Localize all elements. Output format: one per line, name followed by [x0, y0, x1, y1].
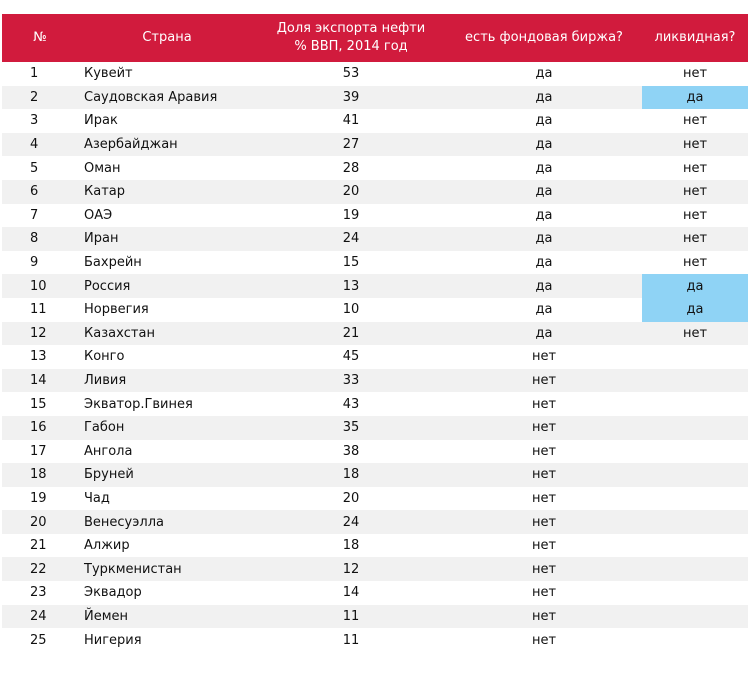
header-stock-exchange: есть фондовая биржа?	[446, 14, 642, 62]
oil-export-share: 33	[256, 369, 446, 393]
liquid-flag: нет	[642, 227, 748, 251]
country-name: Йемен	[78, 605, 256, 629]
table-row	[2, 204, 748, 228]
stock-exchange-flag: да	[446, 86, 642, 110]
row-number: 13	[30, 349, 47, 365]
country-name: Нигерия	[84, 632, 142, 648]
row-number: 10	[2, 274, 78, 298]
row-number: 1	[30, 66, 39, 82]
oil-export-share: 35	[256, 416, 446, 440]
liquid-flag: нет	[682, 255, 708, 271]
table-row	[2, 86, 748, 110]
liquid-flag: да	[642, 298, 748, 322]
oil-export-share: 20	[342, 490, 360, 506]
oil-export-share: 19	[342, 207, 360, 223]
table-row	[2, 156, 748, 180]
table-row	[2, 440, 748, 464]
liquid-flag: нет	[642, 322, 748, 346]
table-row	[2, 109, 748, 133]
table-row	[2, 322, 748, 346]
oil-export-share: 39	[256, 86, 446, 110]
country-name: Эквадор	[84, 585, 142, 601]
country-name: Экватор.Гвинея	[84, 396, 193, 412]
country-name: Азербайджан	[78, 133, 256, 157]
liquid-flag	[642, 463, 748, 487]
oil-export-share: 14	[342, 585, 360, 601]
row-number: 21	[30, 538, 47, 554]
oil-export-share: 43	[342, 396, 360, 412]
row-number: 4	[2, 133, 78, 157]
liquid-flag	[642, 345, 748, 369]
table-row	[2, 274, 748, 298]
row-number: 18	[2, 463, 78, 487]
table-row	[2, 298, 748, 322]
row-number: 2	[2, 86, 78, 110]
liquid-flag	[642, 369, 748, 393]
stock-exchange-flag: нет	[531, 538, 557, 554]
oil-export-share: 28	[342, 160, 360, 176]
row-number: 3	[30, 113, 39, 129]
table-row	[2, 227, 748, 251]
stock-exchange-flag: да	[446, 180, 642, 204]
liquid-flag: нет	[682, 113, 708, 129]
row-number: 14	[2, 369, 78, 393]
country-name: Ангола	[84, 443, 133, 459]
row-number: 17	[30, 443, 47, 459]
stock-exchange-flag: нет	[531, 396, 557, 412]
stock-exchange-flag: нет	[446, 416, 642, 440]
stock-exchange-flag: нет	[531, 490, 557, 506]
stock-exchange-flag: нет	[446, 557, 642, 581]
table-row	[2, 416, 748, 440]
stock-exchange-flag: да	[535, 207, 553, 223]
row-number: 24	[2, 605, 78, 629]
liquid-flag	[642, 557, 748, 581]
country-name: Казахстан	[78, 322, 256, 346]
oil-export-share: 10	[342, 302, 360, 318]
stock-exchange-flag: нет	[531, 585, 557, 601]
country-name: Оман	[84, 160, 121, 176]
stock-exchange-flag: нет	[531, 349, 557, 365]
country-name: Бахрейн	[84, 255, 142, 271]
oil-export-share: 41	[342, 113, 360, 129]
oil-export-share: 13	[256, 274, 446, 298]
row-number: 23	[30, 585, 47, 601]
table-row	[2, 557, 748, 581]
stock-exchange-flag: нет	[446, 463, 642, 487]
country-name: Саудовская Аравия	[78, 86, 256, 110]
oil-export-share: 15	[342, 255, 360, 271]
country-name: Иран	[78, 227, 256, 251]
oil-export-share: 24	[256, 510, 446, 534]
liquid-flag	[642, 487, 748, 511]
oil-export-share: 21	[256, 322, 446, 346]
header-row	[2, 14, 748, 62]
table-row	[2, 133, 748, 157]
liquid-flag: нет	[682, 66, 708, 82]
table-row	[2, 180, 748, 204]
stock-exchange-flag: да	[535, 113, 553, 129]
oil-export-share: 18	[342, 538, 360, 554]
liquid-flag	[642, 510, 748, 534]
oil-export-share: 20	[256, 180, 446, 204]
oil-export-share: 38	[342, 443, 360, 459]
row-number: 7	[30, 207, 39, 223]
country-name: ОАЭ	[84, 207, 113, 223]
country-name: Венесуэлла	[78, 510, 256, 534]
country-name: Конго	[84, 349, 125, 365]
table-header	[2, 14, 748, 62]
country-name: Бруней	[78, 463, 256, 487]
liquid-flag	[642, 581, 748, 605]
stock-exchange-flag: да	[535, 302, 553, 318]
table-row	[2, 392, 748, 416]
row-number: 11	[30, 302, 47, 318]
table-row	[2, 487, 748, 511]
country-name: Норвегия	[84, 302, 149, 318]
stock-exchange-flag: да	[446, 274, 642, 298]
row-number: 5	[30, 160, 39, 176]
row-number: 16	[2, 416, 78, 440]
stock-exchange-flag: нет	[446, 369, 642, 393]
stock-exchange-flag: нет	[531, 632, 557, 648]
oil-export-table	[2, 14, 748, 652]
stock-exchange-flag: нет	[446, 605, 642, 629]
header-country: Страна	[78, 14, 256, 62]
stock-exchange-flag: да	[535, 255, 553, 271]
table-row	[2, 628, 748, 652]
oil-export-share: 18	[256, 463, 446, 487]
table-row	[2, 251, 748, 275]
oil-export-share: 45	[342, 349, 360, 365]
country-name: Россия	[78, 274, 256, 298]
row-number: 12	[2, 322, 78, 346]
table-row	[2, 510, 748, 534]
liquid-flag: нет	[682, 160, 708, 176]
liquid-flag	[642, 392, 748, 416]
stock-exchange-flag: нет	[446, 510, 642, 534]
header-share-line1: Доля экспорта нефти	[276, 21, 426, 36]
table-row	[2, 605, 748, 629]
oil-export-share: 11	[342, 632, 360, 648]
liquid-flag	[642, 440, 748, 464]
country-name: Ирак	[84, 113, 118, 129]
stock-exchange-flag: нет	[531, 443, 557, 459]
table-row	[2, 463, 748, 487]
oil-export-share: 11	[256, 605, 446, 629]
row-number: 25	[30, 632, 47, 648]
liquid-flag	[642, 628, 748, 652]
row-number: 8	[2, 227, 78, 251]
liquid-flag: да	[642, 86, 748, 110]
country-name: Ливия	[78, 369, 256, 393]
country-name: Алжир	[84, 538, 130, 554]
liquid-flag	[642, 534, 748, 558]
row-number: 20	[2, 510, 78, 534]
liquid-flag	[642, 605, 748, 629]
oil-export-share: 12	[256, 557, 446, 581]
country-name: Катар	[78, 180, 256, 204]
liquid-flag	[642, 416, 748, 440]
header-oil-export-share	[256, 14, 446, 62]
stock-exchange-flag: да	[446, 133, 642, 157]
liquid-flag: нет	[642, 133, 748, 157]
table-body	[2, 62, 748, 652]
oil-export-share: 24	[256, 227, 446, 251]
stock-exchange-flag: да	[535, 66, 553, 82]
table-row	[2, 369, 748, 393]
row-number: 22	[2, 557, 78, 581]
oil-export-share: 27	[256, 133, 446, 157]
oil-export-share: 53	[342, 66, 360, 82]
table-row	[2, 534, 748, 558]
row-number: 6	[2, 180, 78, 204]
liquid-flag: да	[642, 274, 748, 298]
row-number: 9	[30, 255, 39, 271]
country-name: Туркменистан	[78, 557, 256, 581]
country-name: Чад	[84, 490, 110, 506]
country-name: Габон	[78, 416, 256, 440]
table-row	[2, 581, 748, 605]
table-row	[2, 62, 748, 86]
stock-exchange-flag: да	[446, 227, 642, 251]
country-name: Кувейт	[84, 66, 133, 82]
stock-exchange-flag: да	[535, 160, 553, 176]
stock-exchange-flag: да	[446, 322, 642, 346]
table-row	[2, 345, 748, 369]
liquid-flag: нет	[682, 207, 708, 223]
row-number: 15	[30, 396, 47, 412]
header-num: №	[2, 14, 78, 62]
liquid-flag: нет	[642, 180, 748, 204]
row-number: 19	[30, 490, 47, 506]
header-share-line2: % ВВП, 2014 год	[294, 39, 408, 54]
header-liquid: ликвидная?	[642, 14, 748, 62]
